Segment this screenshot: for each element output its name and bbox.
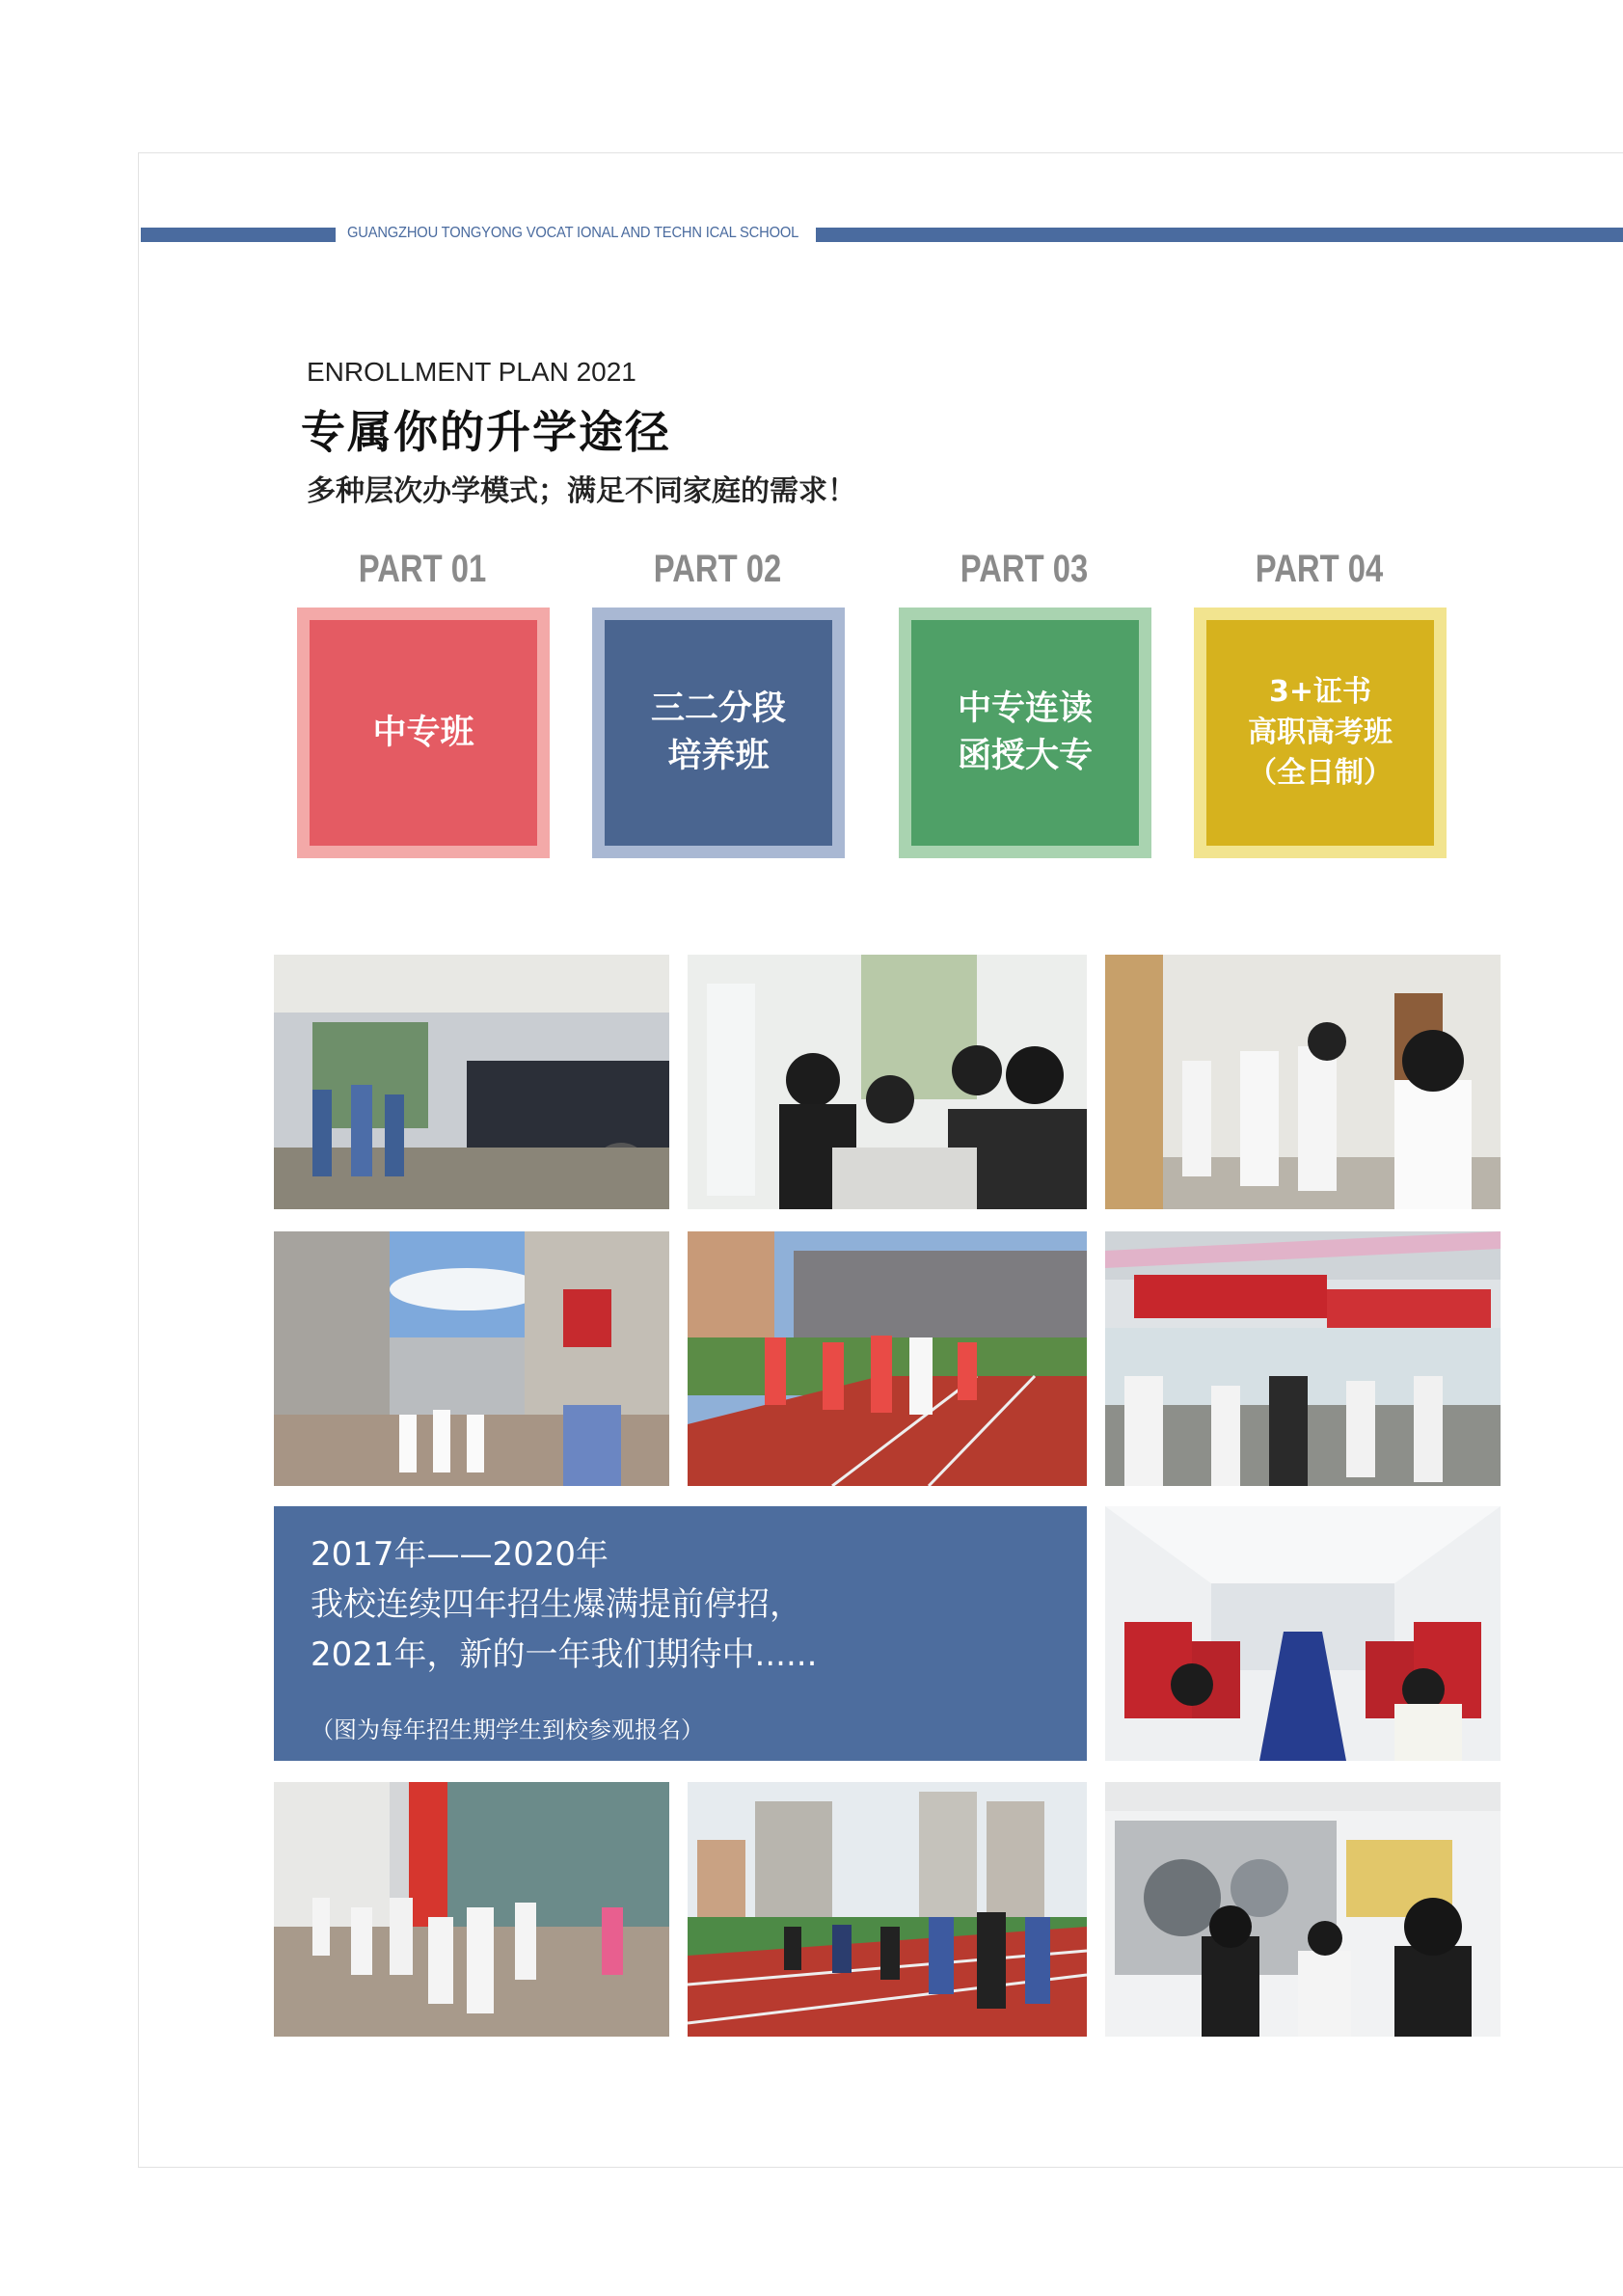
enrollment-plan-title: ENROLLMENT PLAN 2021 — [307, 357, 636, 387]
part-01-label: PART 01 — [358, 548, 487, 590]
enrollment-banner — [274, 1506, 1087, 1761]
page-subtitle: 多种层次办学模式；满足不同家庭的需求！ — [307, 474, 856, 508]
part-02-text: 三二分段 培养班 — [605, 620, 832, 846]
part-02-label: PART 02 — [653, 548, 782, 590]
banner-line-1: 2017年——2020年 — [311, 1535, 609, 1574]
banner-line-2: 我校连续四年招生爆满提前停招， — [311, 1585, 802, 1624]
part-03-text: 中专连读 函授大专 — [911, 620, 1139, 846]
part-04-text: 3+证书 高职高考班 （全日制） — [1206, 620, 1434, 846]
page-title: 专属你的升学途径 — [301, 406, 671, 458]
photo-students-corridor — [1105, 955, 1501, 1209]
part-04-card — [1194, 608, 1447, 858]
part-04-label: PART 04 — [1255, 548, 1384, 590]
banner-line-3: 2021年，新的一年我们期待中...... — [311, 1635, 818, 1674]
part-01-card — [297, 608, 550, 858]
part-03-card — [899, 608, 1151, 858]
photo-aircraft-cabin — [1105, 1506, 1501, 1761]
part-03-label: PART 03 — [960, 548, 1089, 590]
part-02-card — [592, 608, 845, 858]
photo-track-group — [688, 1782, 1087, 2037]
photo-running-track — [688, 1231, 1087, 1486]
photo-building-entrance — [274, 1782, 669, 2037]
header-band-left — [141, 228, 336, 242]
photo-showroom-car — [274, 955, 669, 1209]
photo-engine-lab — [1105, 1782, 1501, 2037]
photo-campus-walkway — [274, 1231, 669, 1486]
header-band-right — [816, 228, 1623, 242]
photo-students-table — [688, 955, 1087, 1209]
banner-note: （图为每年招生期学生到校参观报名） — [311, 1716, 704, 1743]
photo-exhibition-hall — [1105, 1231, 1501, 1486]
part-01-text: 中专班 — [310, 620, 537, 846]
school-name: GUANGZHOU TONGYONG VOCAT IONAL AND TECHN ICAL SCHOOL — [347, 225, 799, 241]
